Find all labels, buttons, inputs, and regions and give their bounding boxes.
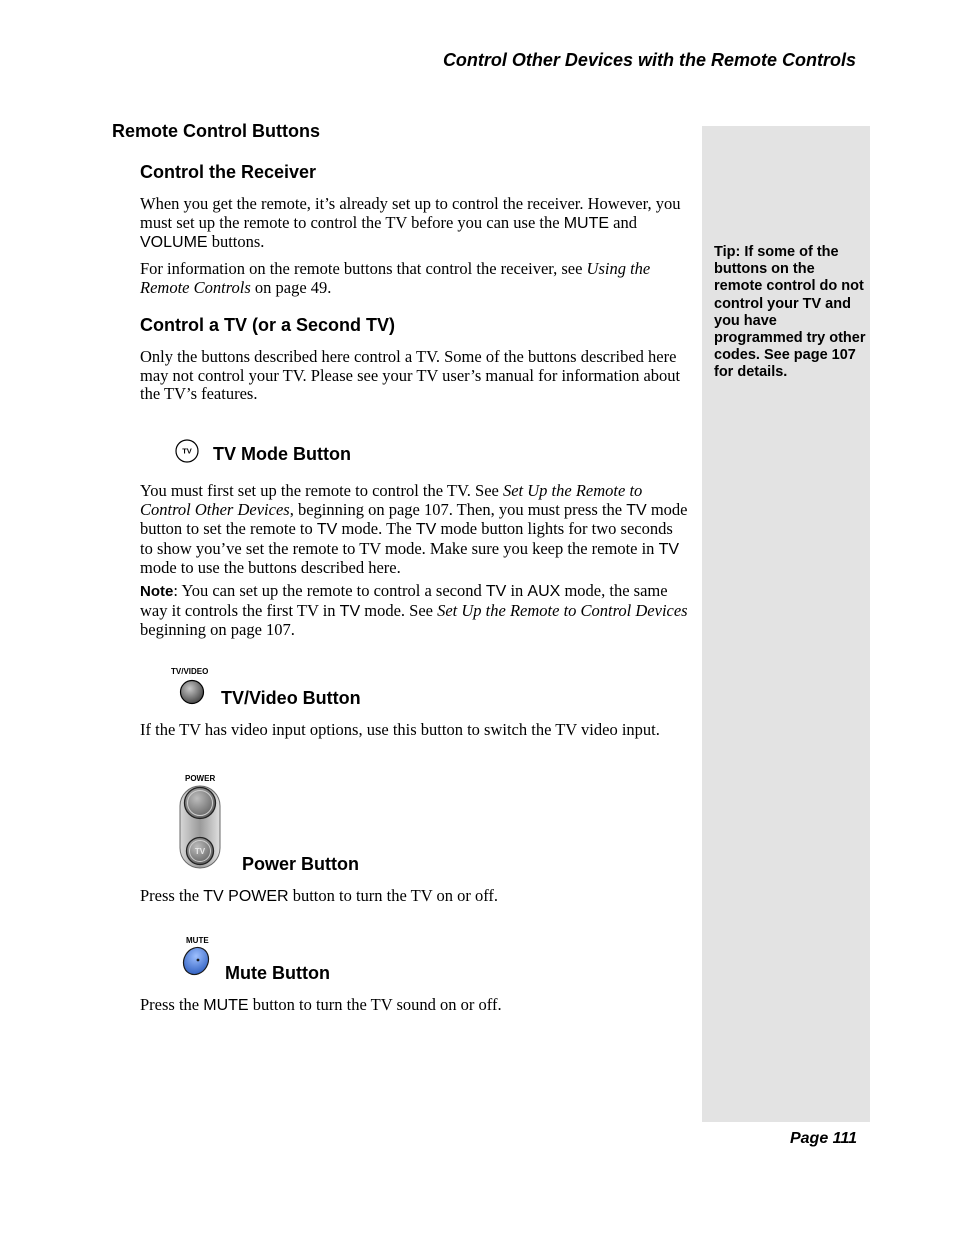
heading-power-button: Power Button (242, 854, 359, 874)
mute-paragraph: Press the MUTE button to turn the TV sound on or off. (140, 995, 502, 1014)
heading-tv-video-button: TV/Video Button (221, 688, 361, 708)
reference-link: Set Up the Remote to Control Devices (437, 600, 688, 620)
receiver-paragraph-2: For information on the remote buttons that control the receiver, see Using the Remote Controls on page 49. (140, 259, 651, 297)
heading-control-tv: Control a TV (or a Second TV) (140, 315, 396, 335)
reference-link: Using the Remote Controls (140, 259, 651, 297)
running-header: Control Other Devices with the Remote Controls (442, 50, 856, 70)
tv-paragraph-1: Only the buttons described here control a TV. Some of the buttons described here may not control your TV. Please see your TV user’s manual for information about the TV’s features. (140, 347, 681, 403)
power-paragraph: Press the TV POWER button to turn the TV on or off. (140, 886, 499, 905)
heading-mute-button: Mute Button (225, 963, 330, 983)
section-title: Remote Control Buttons (112, 121, 320, 141)
tv-video-icon-label: TV/VIDEO (171, 667, 209, 676)
svg-text:TV: TV (194, 847, 206, 856)
tv-mode-paragraph: You must first set up the remote to control the TV. See Set Up the Remote to Control Other Devices, beginning on page 107. Then, you must press the TV mode button to set the remote to TV mode. The TV mode button lights for two seconds to show you’ve set the remote to TV mode. Make sure you keep the remote in TV mode to use the buttons described here. (140, 481, 688, 577)
tv-mode-button-icon (175, 439, 199, 463)
mute-icon-label: MUTE (186, 936, 209, 945)
page-number: Page 111 (789, 1130, 857, 1147)
tv-video-paragraph: If the TV has video input options, use this button to switch the TV video input. (140, 720, 660, 739)
power-button-icon (178, 784, 222, 870)
sidebar-tip: Tip: If some of the buttons on the remote control do not control your TV and you have programmed try other codes. See page 107 for details. (714, 244, 866, 381)
heading-control-receiver: Control the Receiver (140, 162, 317, 182)
reference-link: Set Up the Remote to Control Other Devices (140, 481, 643, 519)
receiver-paragraph-1: When you get the remote, it’s already set up to control the receiver. However, you must set up the remote to control the TV before you can use the MUTE and VOLUME buttons. (140, 194, 681, 251)
tv-mode-note: Note: You can set up the remote to control a second TV in AUX mode, the same way it controls the first TV in TV mode. See Set Up the Remote to Control Devices beginning on page 107. (140, 581, 688, 639)
mute-button-icon (180, 945, 212, 977)
heading-tv-mode-button: TV Mode Button (213, 444, 351, 464)
power-icon-label: POWER (185, 774, 216, 783)
tv-video-button-icon (179, 679, 205, 705)
svg-text:TV: TV (182, 446, 192, 456)
